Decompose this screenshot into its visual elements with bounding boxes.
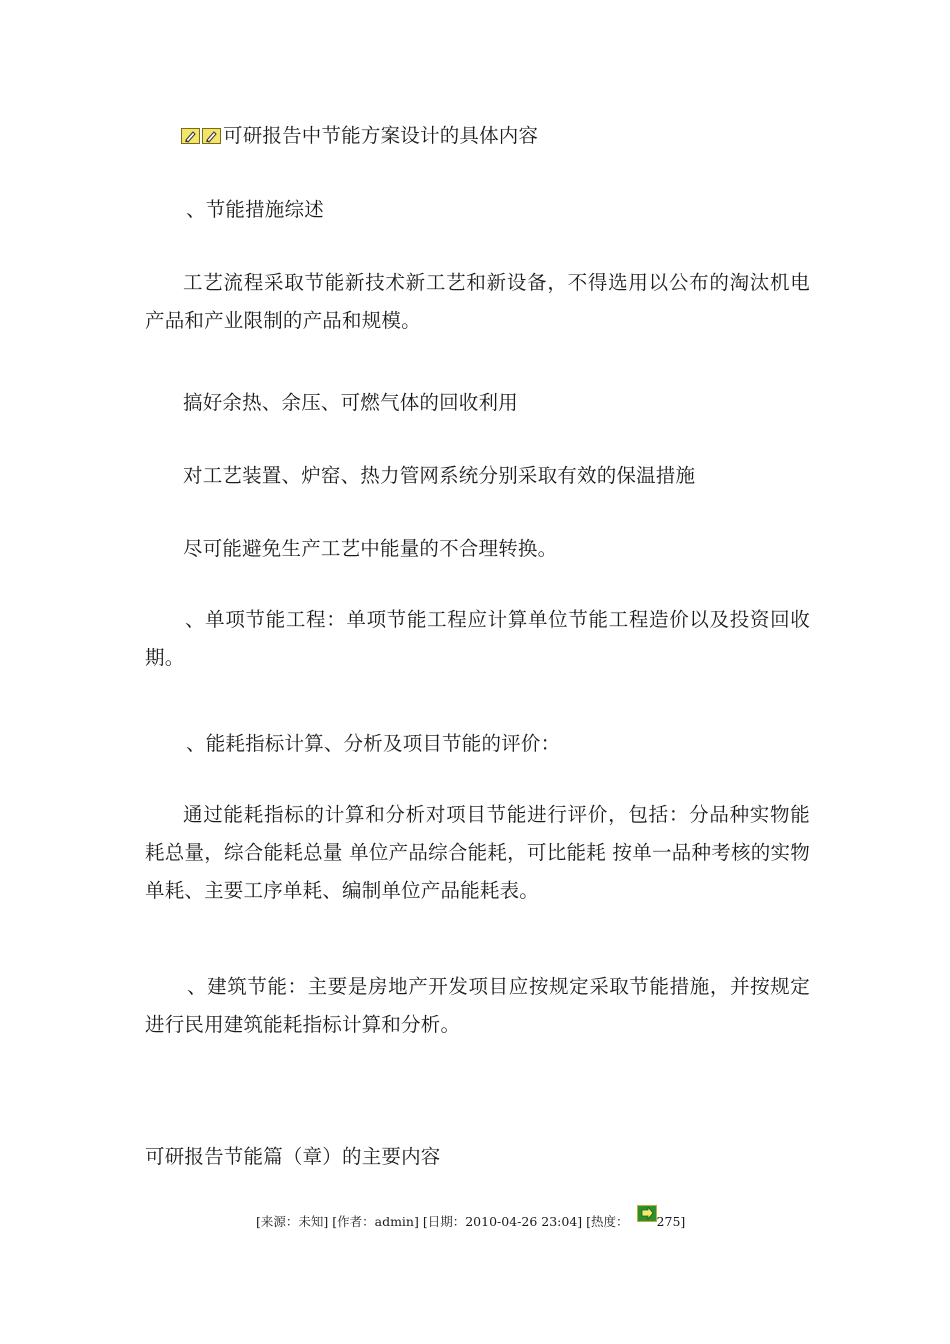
- item-waste-heat: 搞好余热、余压、可燃气体的回收利用: [183, 391, 518, 414]
- item-conversion: 尽可能避免生产工艺中能量的不合理转换。: [183, 537, 558, 560]
- arrow-icon: [637, 1205, 657, 1222]
- main-heading-text: 可研报告中节能方案设计的具体内容: [223, 124, 539, 147]
- section-1-title: 、节能措施综述: [186, 198, 324, 221]
- chapter-heading: 可研报告节能篇（章）的主要内容: [145, 1145, 441, 1168]
- article-meta: [256, 1205, 685, 1232]
- main-heading: [181, 123, 538, 149]
- meta-heat-value: 275]: [656, 1214, 686, 1229]
- pencil-icon: [181, 128, 200, 144]
- meta-heat-label: [热度：: [586, 1214, 629, 1229]
- section-3-title: 、能耗指标计算、分析及项目节能的评价：: [186, 732, 561, 755]
- pencil-icon: [202, 128, 221, 144]
- meta-author: [作者：admin]: [332, 1214, 419, 1229]
- section-1-body: 工艺流程采取节能新技术新工艺和新设备，不得选用以公布的淘汰机电产品和产业限制的产品和规模。: [145, 271, 810, 332]
- meta-date: [日期：2010-04-26 23:04]: [422, 1214, 583, 1229]
- item-insulation: 对工艺装置、炉窑、热力管网系统分别采取有效的保温措施: [183, 464, 696, 487]
- section-3-body: 通过能耗指标的计算和分析对项目节能进行评价，包括：分品种实物能耗总量，综合能耗总量 单位产品综合能耗，可比能耗 按单一品种考核的实物单耗、主要工序单耗、编制单位产品能耗表。: [145, 803, 810, 902]
- section-2: 、单项节能工程：单项节能工程应计算单位节能工程造价以及投资回收期。: [145, 608, 810, 669]
- section-4: 、建筑节能：主要是房地产开发项目应按规定采取节能措施，并按规定进行民用建筑能耗指标计算和分析。: [145, 975, 810, 1036]
- meta-source: [来源：未知]: [256, 1214, 329, 1229]
